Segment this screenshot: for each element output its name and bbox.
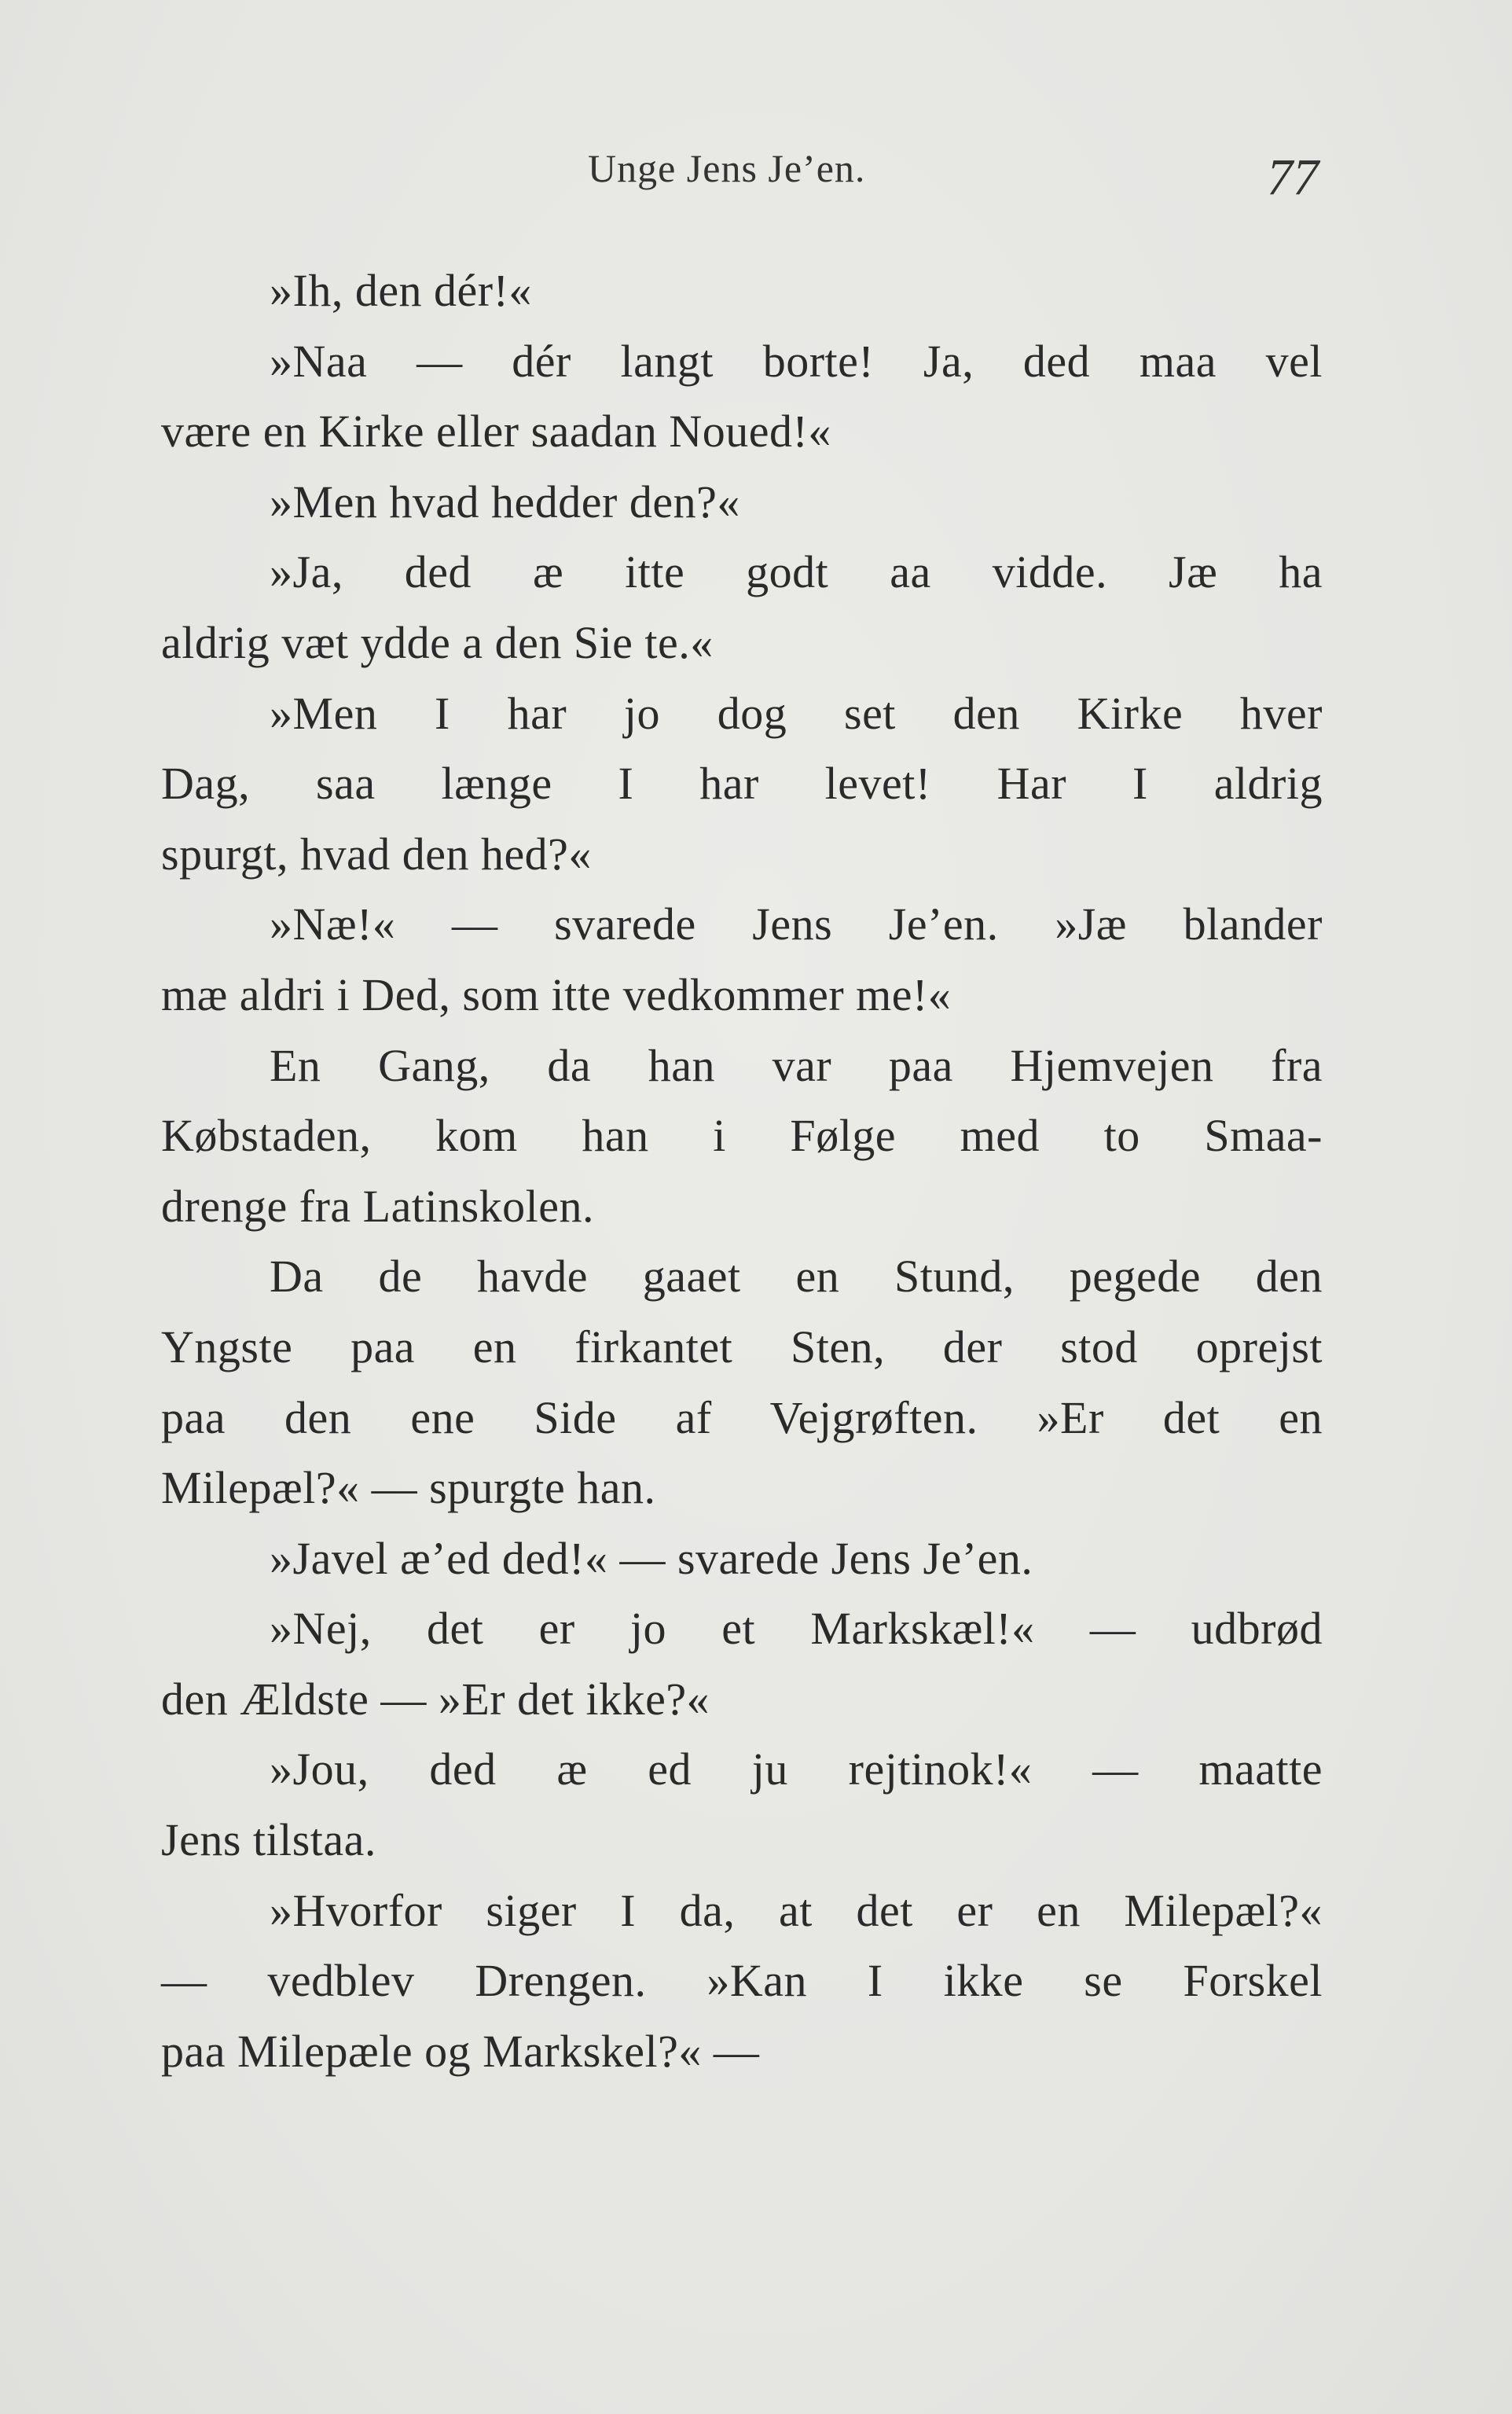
text-line: Købstaden, kom han i Følge med to Smaa- — [161, 1110, 1323, 1162]
text-line: mæ aldri i Ded, som itte vedkommer me!« — [161, 968, 952, 1020]
text-line: drenge fra Latinskolen. — [161, 1180, 595, 1232]
text-line: paa Milepæle og Markskel?« — — [161, 2025, 760, 2077]
text-line: »Nej, det er jo et Markskæl!« — udbrød — [270, 1603, 1323, 1655]
text-line: den Ældste — »Er det ikke?« — [161, 1673, 710, 1725]
text-line: »Javel æ’ed ded!« — svarede Jens Je’en. — [270, 1532, 1033, 1584]
text-line: paa den ene Side af Vejgrøften. »Er det en — [161, 1391, 1323, 1443]
text-line: Milepæl?« — spurgte han. — [161, 1462, 656, 1514]
text-line: »Men I har jo dog set den Kirke hver — [270, 687, 1323, 739]
text-line: aldrig væt ydde a den Sie te.« — [161, 616, 714, 668]
text-line: Yngste paa en firkantet Sten, der stod oprejst — [161, 1321, 1323, 1372]
body-text — [161, 255, 1323, 2086]
text-line: En Gang, da han var paa Hjemvejen fra — [270, 1039, 1323, 1091]
text-line: Da de havde gaaet en Stund, pegede den — [270, 1251, 1323, 1303]
text-line: spurgt, hvad den hed?« — [161, 828, 592, 880]
text-line: »Naa — dér langt borte! Ja, ded maa vel — [270, 335, 1323, 387]
page-number: 77 — [1267, 149, 1319, 206]
text-line: Dag, saa længe I har levet! Har I aldrig — [161, 758, 1323, 810]
text-line: »Næ!« — svarede Jens Je’en. »Jæ blander — [270, 898, 1323, 950]
running-head: Unge Jens Je’en. — [588, 146, 866, 190]
text-line: »Hvorfor siger I da, at det er en Milepæl?« — [270, 1884, 1323, 1936]
text-line: »Jou, ded æ ed ju rejtinok!« — maatte — [270, 1743, 1323, 1795]
text-line: — vedblev Drengen. »Kan I ikke se Forskel — [161, 1955, 1323, 2007]
text-line: »Ih, den dér!« — [270, 265, 532, 316]
text-line: »Men hvad hedder den?« — [270, 476, 740, 527]
text-line: Jens tilstaa. — [161, 1814, 376, 1866]
text-line: »Ja, ded æ itte godt aa vidde. Jæ ha — [270, 546, 1323, 598]
text-line: være en Kirke eller saadan Noued!« — [161, 406, 831, 457]
